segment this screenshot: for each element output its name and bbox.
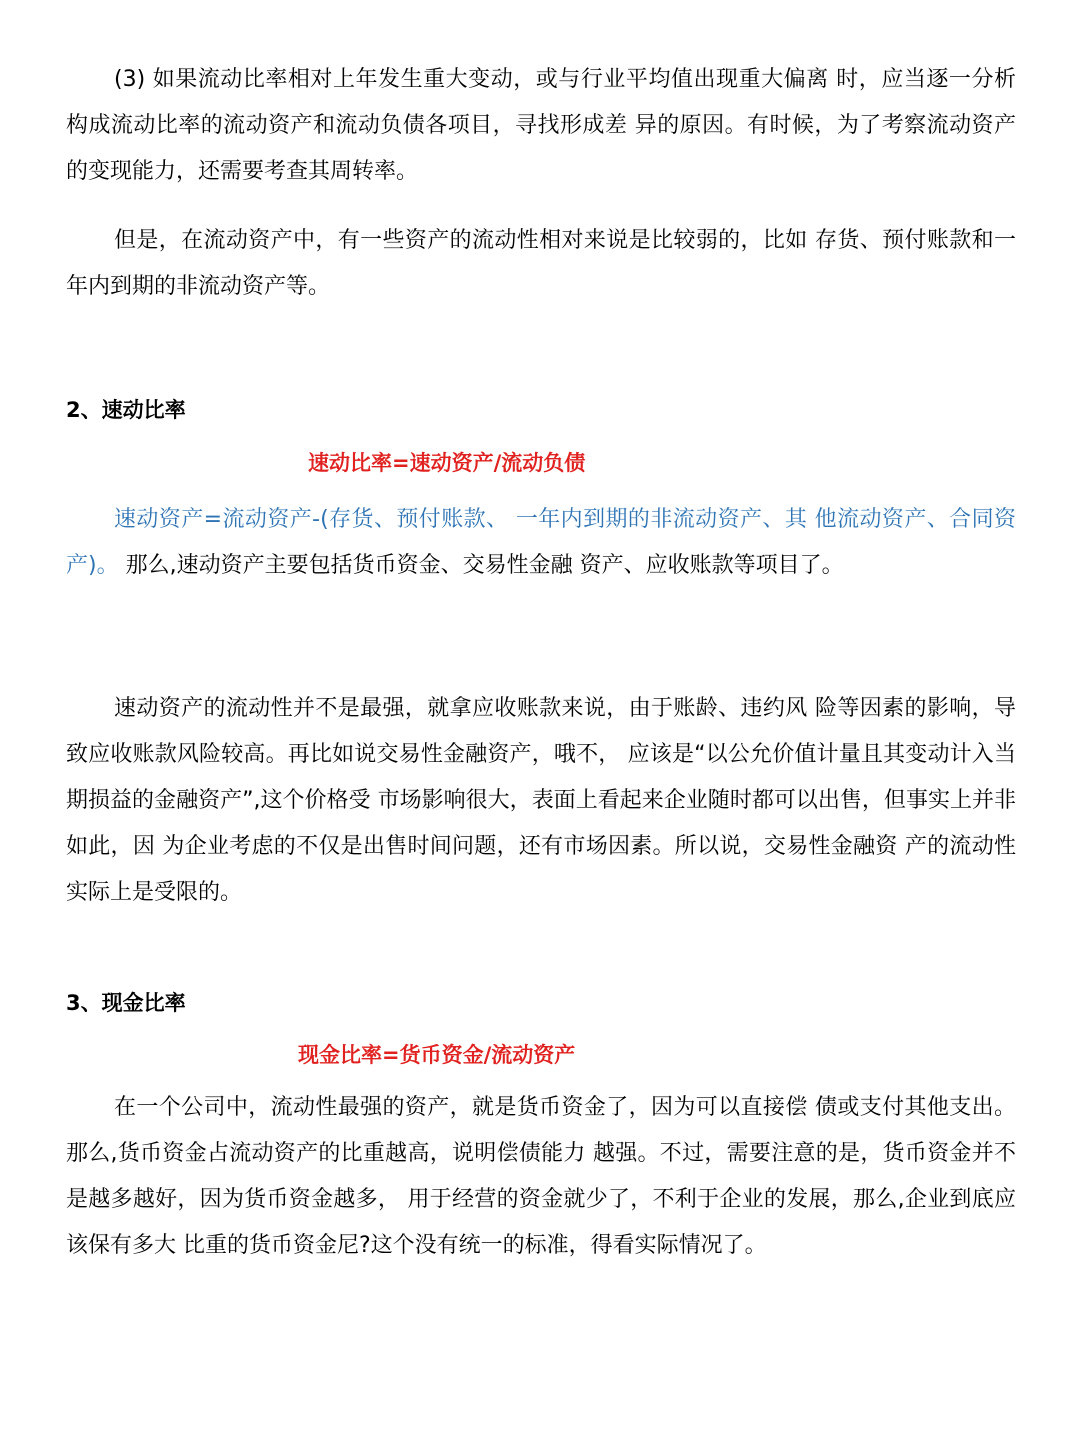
heading-cash-ratio: 3、现金比率 (66, 991, 186, 1015)
paragraph-quick-assets-definition (66, 497, 1016, 589)
paragraph-current-ratio-analysis: (3) 如果流动比率相对上年发生重大变动，或与行业平均值出现重大偏离 时，应当逐一分析构成流动比率的流动资产和流动负债各项目，寻找形成差 异的原因。有时候，为了考察流动资产的变现能力，还需要考查其周转率。 (66, 67, 1016, 184)
paragraph-quick-assets-liquidity: 速动资产的流动性并不是最强，就拿应收账款来说，由于账龄、违约风 险等因素的影响，导致应收账款风险较高。再比如说交易性金融资产，哦不， 应该是“以公允价值计量且其变动计入当期损益的金融资产”,这个价格受 市场影响很大，表面上看起来企业随时都可以出售，但事实上并非如此，因 为企业考虑的不仅是出售时间问题，还有市场因素。所以说，交易性金融资 产的流动性实际上是受限的。 (66, 696, 1016, 905)
paragraph-weak-liquidity-assets: 但是，在流动资产中，有一些资产的流动性相对来说是比较弱的，比如 存货、预付账款和一年内到期的非流动资产等。 (66, 228, 1016, 299)
quick-assets-composition-text: 那么,速动资产主要包括货币资金、交易性金融 资产、应收账款等项目了。 (118, 553, 844, 578)
formula-quick-ratio: 速动比率=速动资产/流动负债 (308, 451, 586, 475)
paragraph-cash-ratio-explanation: 在一个公司中，流动性最强的资产，就是货币资金了，因为可以直接偿 债或支付其他支出。那么,货币资金占流动资产的比重越高，说明偿债能力 越强。不过，需要注意的是，货币资金并不是越多越好，因为货币资金越多， 用于经营的资金就少了，不利于企业的发展，那么,企业到底应该保有多大 比重的货币资金尼?这个没有统一的标准，得看实际情况了。 (66, 1095, 1016, 1258)
formula-cash-ratio: 现金比率=货币资金/流动资产 (298, 1043, 576, 1067)
quick-assets-definition-text: 速动资产=流动资产-(存货、预付账款、 一年内到期的非流动资产、其 他流动资产、合同资产)。 (66, 507, 1016, 578)
heading-quick-ratio: 2、速动比率 (66, 398, 186, 422)
